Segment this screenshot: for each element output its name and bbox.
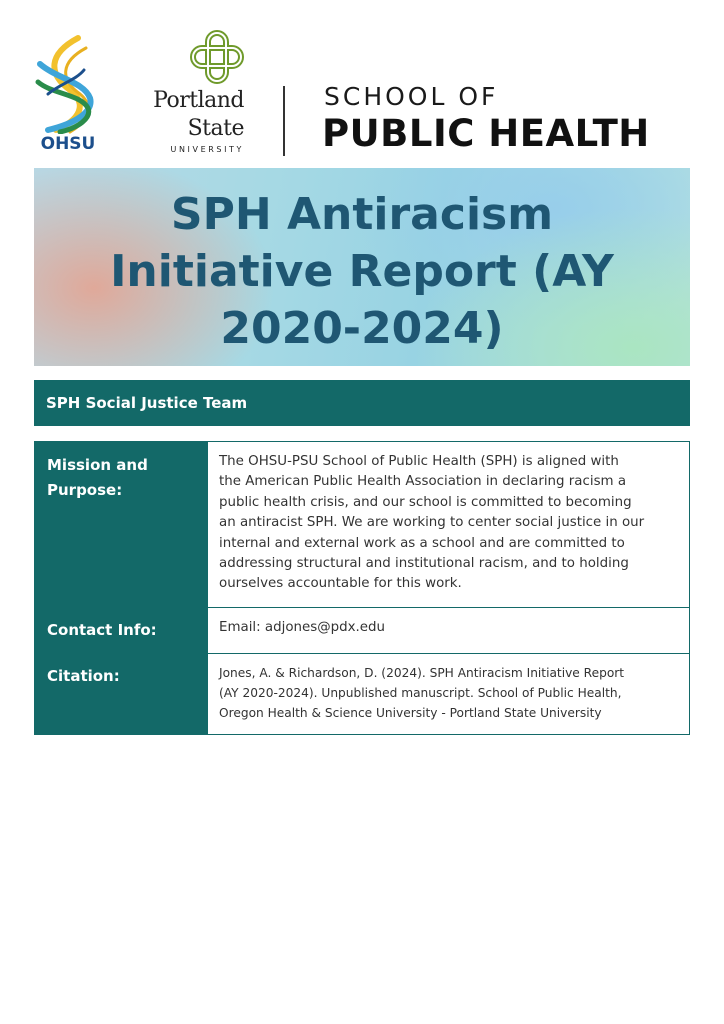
- sph-wordmark-school-of: SCHOOL OF: [324, 82, 499, 111]
- title-banner: [34, 168, 690, 366]
- report-title-line-1: SPH Antiracism: [170, 189, 554, 240]
- mission-text-line: addressing structural and institutional racism, and to holding: [219, 556, 629, 572]
- team-name: SPH Social Justice Team: [46, 394, 248, 412]
- contact-label: Contact Info:: [47, 621, 157, 639]
- team-bar: [34, 380, 690, 426]
- mission-text-line: the American Public Health Association in declaring racism a: [219, 474, 627, 490]
- ohsu-helix-icon: [30, 34, 106, 134]
- page-header: [0, 0, 724, 165]
- citation-label: Citation:: [47, 667, 120, 685]
- report-title-line-2: Initiative Report (AY: [110, 246, 614, 297]
- report-title: [34, 186, 690, 357]
- logo-divider: [283, 86, 285, 156]
- mission-label-line-2: Purpose:: [47, 481, 123, 499]
- row-divider: [208, 607, 689, 608]
- mission-text-line: The OHSU-PSU School of Public Health (SPH) is aligned with: [219, 454, 619, 469]
- sph-wordmark-public-health: PUBLIC HEALTH: [322, 112, 650, 155]
- ohsu-wordmark: OHSU: [40, 134, 96, 154]
- psu-logo: [140, 30, 250, 160]
- report-title-line-3: 2020-2024): [220, 303, 504, 354]
- mission-text: [219, 452, 684, 595]
- info-table: [34, 441, 690, 735]
- mission-label-line-1: Mission and: [47, 456, 148, 474]
- mission-text-line: internal and external work as a school and are committed to: [219, 535, 625, 551]
- contact-email: Email: adjones@pdx.edu: [219, 620, 386, 635]
- citation-text-line: Oregon Health & Science University - Portland State University: [219, 706, 602, 720]
- row-divider: [208, 653, 689, 654]
- mission-text-line: ourselves accountable for this work.: [219, 576, 462, 592]
- psu-wordmark-state: State: [187, 116, 244, 141]
- citation-text-line: Jones, A. & Richardson, D. (2024). SPH Antiracism Initiative Report: [219, 666, 625, 680]
- psu-wordmark-portland: Portland: [153, 88, 244, 113]
- mission-text-line: public health crisis, and our school is committed to becoming: [219, 494, 632, 510]
- citation-text: [219, 663, 684, 723]
- psu-wordmark-university: UNIVERSITY: [170, 145, 244, 154]
- mission-label: [47, 453, 148, 503]
- ohsu-logo: [30, 34, 106, 162]
- citation-text-line: (AY 2020-2024). Unpublished manuscript. School of Public Health,: [219, 686, 622, 700]
- mission-text-line: an antiracist SPH. We are working to center social justice in our: [219, 515, 645, 531]
- psu-knot-icon: [190, 30, 244, 84]
